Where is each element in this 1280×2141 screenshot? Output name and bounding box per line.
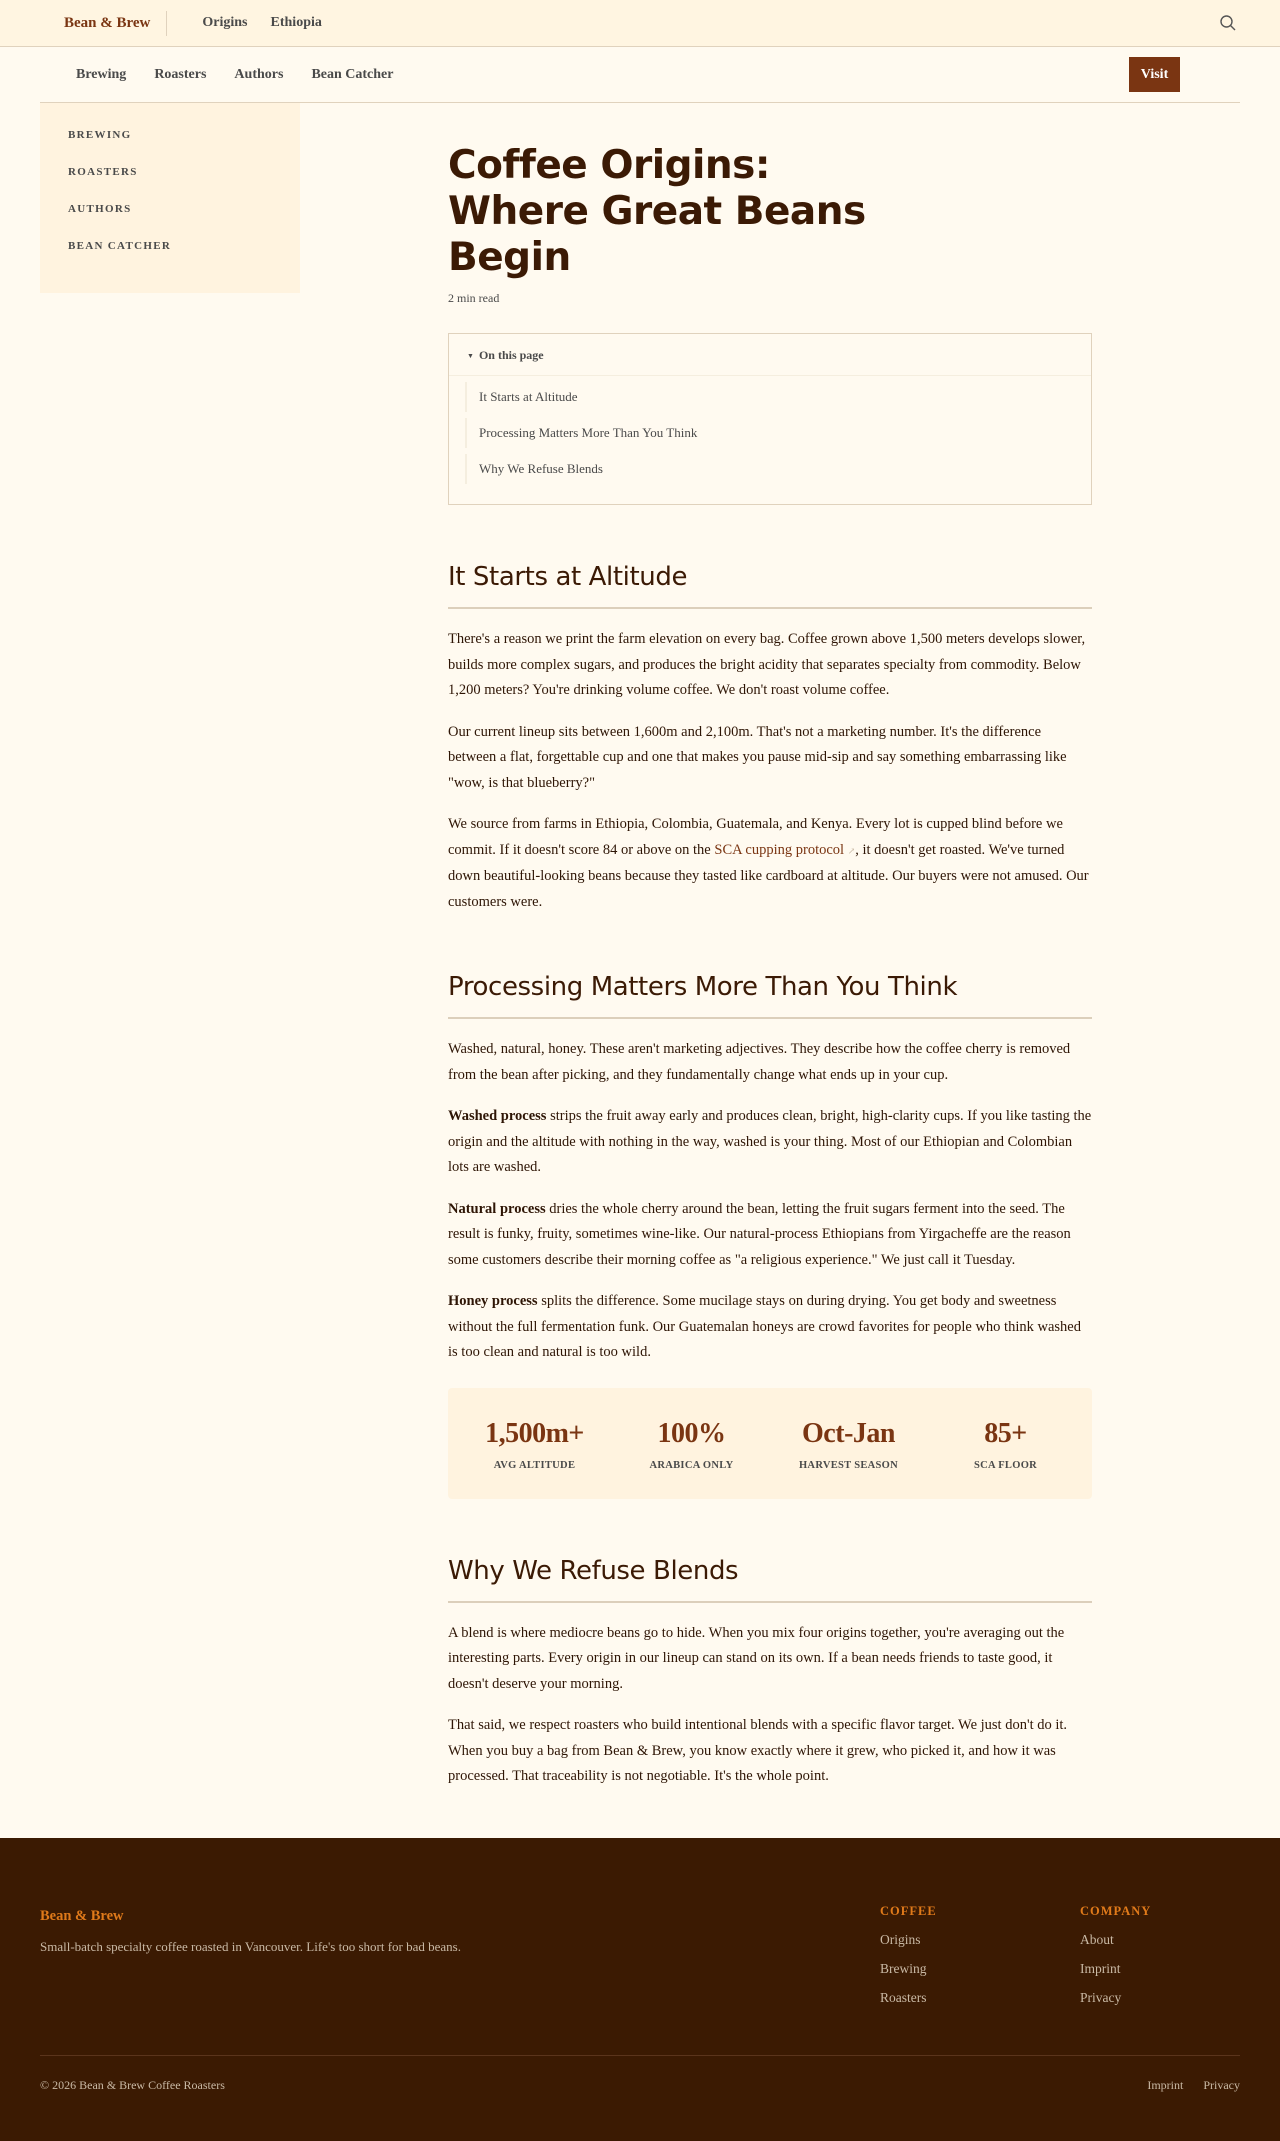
term-natural: Natural process	[448, 1200, 546, 1217]
stat-label: ARABICA ONLY	[649, 1459, 734, 1471]
stat-harvest	[770, 1418, 927, 1471]
footer-link-origins[interactable]: Origins	[880, 1931, 921, 1947]
stat-value: 85+	[984, 1417, 1027, 1449]
search-icon	[1219, 14, 1237, 32]
footer-tagline: Small-batch specialty coffee roasted in Vancouver. Life's too short for bad beans.	[40, 1938, 461, 1954]
paragraph	[448, 812, 1092, 915]
footer-top	[40, 1892, 1240, 2019]
toc-list	[449, 382, 1091, 484]
text: dries the whole cherry around the bean, letting the fruit sugars ferment into the seed. The result is funky, fruity, sometimes wine-like. Our natural-process Ethiopians from Yirgacheffe are the reason some customers describe their morning coffee as "a religious experience." We just call it Tuesday.	[448, 1200, 1071, 1268]
footer-link-brewing[interactable]: Brewing	[880, 1960, 927, 1976]
site-footer	[0, 1838, 1280, 2141]
paragraph-washed	[448, 1104, 1092, 1181]
breadcrumb-ethiopia[interactable]: Ethiopia	[270, 15, 322, 30]
top-header	[0, 0, 1280, 47]
footer-link-roasters[interactable]: Roasters	[880, 1989, 927, 2005]
stats-panel	[448, 1388, 1092, 1499]
section-blends	[448, 1555, 1092, 1790]
footer-column-coffee	[880, 1892, 1080, 2019]
sidebar-item-brewing[interactable]: BREWING	[68, 129, 132, 141]
paragraph-honey	[448, 1289, 1092, 1366]
legal-link-privacy[interactable]: Privacy	[1203, 2077, 1240, 2092]
footer-column-heading: COMPANY	[1080, 1903, 1152, 1918]
page-title: Coffee Origins: Where Great Beans Begin	[448, 143, 866, 280]
footer-column-company	[1080, 1892, 1240, 2019]
footer-brand	[40, 1892, 880, 2019]
brand-logo-link[interactable]: Bean & Brew	[64, 11, 167, 36]
toc-link-blends[interactable]: Why We Refuse Blends	[479, 461, 603, 476]
link-text: SCA cupping protocol	[714, 841, 845, 858]
paragraph: That said, we respect roasters who build intentional blends with a specific flavor target. We just don't do it. When you buy a bag from Bean & Brew, you know exactly where it grew, who picked it, and how it was processed. That traceability is not negotiable. It's the whole point.	[448, 1717, 1068, 1784]
table-of-contents	[448, 333, 1092, 505]
text: splits the difference. Some mucilage stays on during drying. You get body and sweetness without the full fermentation funk. Our Guatemalan honeys are crowd favorites for people who think washed is too clean and natural is too wild.	[448, 1293, 1081, 1360]
legal-links	[1147, 2078, 1240, 2093]
stat-value: 1,500m+	[485, 1417, 584, 1449]
toc-heading: On this page	[478, 348, 544, 362]
stat-sca-floor	[927, 1418, 1084, 1471]
term-washed: Washed process	[448, 1108, 547, 1124]
stat-value: Oct-Jan	[802, 1417, 895, 1449]
section-heading: It Starts at Altitude	[448, 561, 1092, 609]
paragraph: There's a reason we print the farm elevation on every bag. Coffee grown above 1,500 meters develops slower, builds more complex sugars, and produces the bright acidity that separates specialty from commodity. Below 1,200 meters? You're drinking volume coffee. We don't roast volume coffee.	[448, 631, 1086, 698]
external-link-icon: ↗	[847, 845, 856, 856]
page-layout	[0, 103, 1280, 1790]
toc-link-processing[interactable]: Processing Matters More Than You Think	[479, 425, 698, 440]
footer-link-imprint[interactable]: Imprint	[1080, 1960, 1121, 1976]
text: strips the fruit away early and produces clean, bright, high-clarity cups. If you like tasting the origin and the altitude with nothing in the way, washed is your thing. Most of our Ethiopian and Colombian lots are washed.	[448, 1108, 1092, 1175]
text: , it doesn't get roasted. We've turned down beautiful-looking beans because they tasted like cardboard at altitude. Our buyers were not amused. Our customers were.	[448, 841, 1089, 910]
visit-button[interactable]: Visit	[1129, 57, 1180, 92]
sidebar-item-authors[interactable]: AUTHORS	[68, 203, 132, 215]
sidebar-item-roasters[interactable]: ROASTERS	[68, 166, 138, 178]
section-altitude	[448, 561, 1092, 915]
copyright: © 2026 Bean & Brew Coffee Roasters	[40, 2077, 225, 2092]
nav-authors[interactable]: Authors	[234, 66, 284, 82]
stat-label: AVG ALTITUDE	[493, 1459, 576, 1471]
read-time: 2 min read	[448, 291, 500, 305]
stat-avg-altitude	[456, 1418, 613, 1471]
search-button[interactable]	[1216, 11, 1240, 35]
breadcrumb-origins[interactable]: Origins	[202, 15, 248, 30]
footer-bottom	[40, 2055, 1240, 2093]
subnav-wrapper	[0, 47, 1280, 103]
text: We source from farms in Ethiopia, Colombia, Guatemala, and Kenya. Every lot is cupped blind before we commit. If it doesn't score 84 or above on the	[448, 816, 1063, 858]
sca-cupping-protocol-link[interactable]	[714, 842, 855, 858]
footer-link-privacy[interactable]: Privacy	[1080, 1989, 1122, 2005]
paragraph: Our current lineup sits between 1,600m and 2,100m. That's not a marketing number. It's the difference between a flat, forgettable cup and one that makes you pause mid-sip and say something embarrassing like "wow, is that blueberry?"	[448, 723, 1067, 791]
section-heading: Processing Matters More Than You Think	[448, 971, 1092, 1019]
sidebar-item-bean-catcher[interactable]: BEAN CATCHER	[68, 240, 172, 252]
legal-link-imprint[interactable]: Imprint	[1147, 2077, 1184, 2092]
toc-item	[465, 418, 1091, 448]
footer-brand-name: Bean & Brew	[40, 1907, 124, 1924]
breadcrumb	[202, 15, 321, 31]
stat-label: HARVEST SEASON	[798, 1459, 899, 1471]
toc-item	[465, 382, 1091, 412]
caret-down-icon: ▼	[467, 351, 474, 360]
paragraph: A blend is where mediocre beans go to hide. When you mix four origins together, you're averaging out the interesting parts. Every origin in our lineup can stand on its own. If a bean needs friends to taste good, it doesn't deserve your morning.	[448, 1624, 1065, 1692]
nav-brewing[interactable]: Brewing	[76, 66, 127, 82]
article	[448, 103, 1092, 1790]
toc-toggle[interactable]	[449, 334, 1091, 376]
footer-link-about[interactable]: About	[1080, 1931, 1114, 1947]
toc-link-altitude[interactable]: It Starts at Altitude	[479, 389, 578, 404]
paragraph-natural	[448, 1197, 1092, 1274]
footer-column-heading: COFFEE	[880, 1903, 937, 1918]
nav-roasters[interactable]: Roasters	[154, 66, 207, 82]
paragraph: Washed, natural, honey. These aren't marketing adjectives. They describe how the coffee cherry is removed from the bean after picking, and they fundamentally change what ends up in your cup.	[448, 1041, 1071, 1083]
nav-bean-catcher[interactable]: Bean Catcher	[311, 66, 394, 82]
sidebar	[40, 103, 300, 293]
section-processing	[448, 971, 1092, 1499]
stat-arabica	[613, 1418, 770, 1471]
stat-label: SCA FLOOR	[973, 1459, 1038, 1471]
stat-value: 100%	[657, 1417, 726, 1449]
toc-item	[465, 454, 1091, 484]
section-heading: Why We Refuse Blends	[448, 1555, 1092, 1603]
term-honey: Honey process	[448, 1293, 538, 1309]
section-nav	[40, 47, 1240, 103]
